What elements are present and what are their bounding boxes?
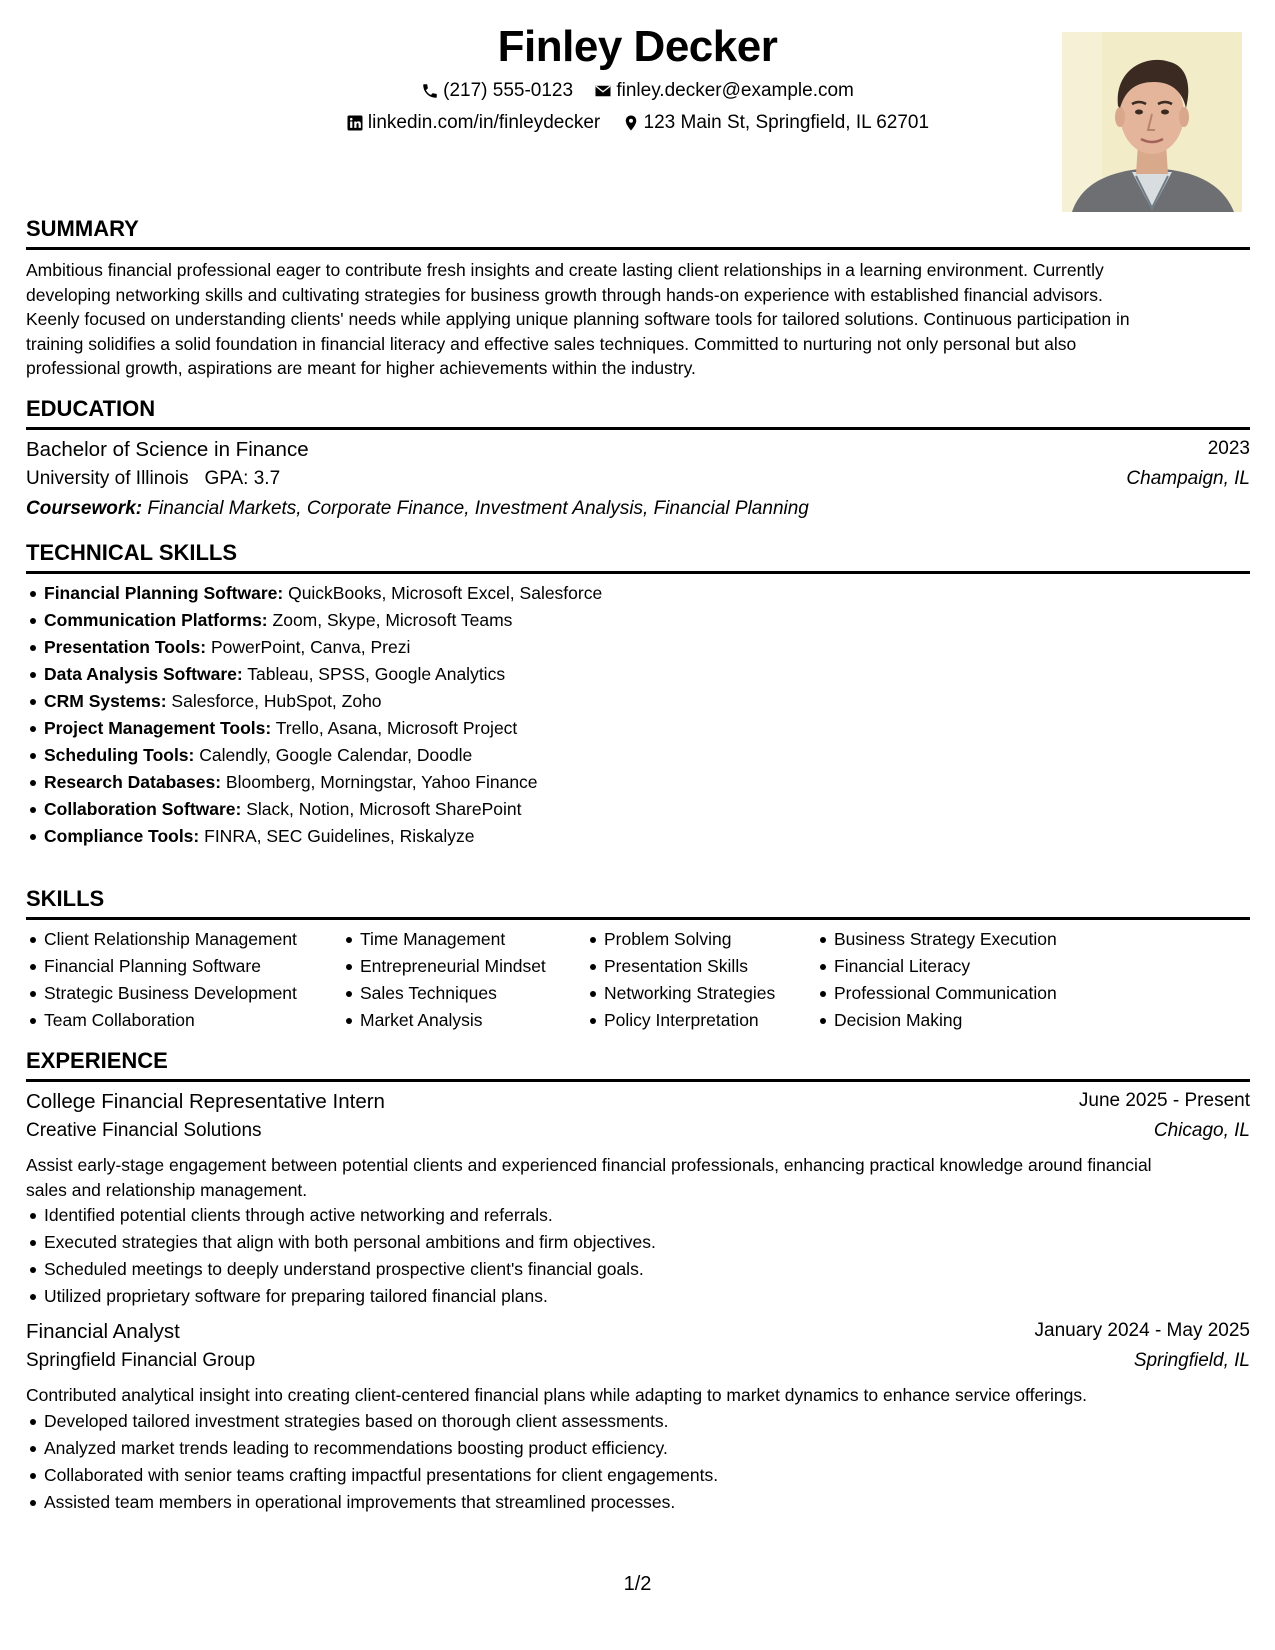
job-summary [26, 1153, 1250, 1202]
summary-line: Keenly focused on understanding clients' needs while applying unique planning software tools for tailored solutions. Continuous participation in [26, 309, 1130, 329]
section-divider [26, 1079, 1250, 1082]
technical-skills-list [26, 580, 1250, 850]
coursework [26, 498, 809, 520]
job-role: Financial Analyst [26, 1320, 180, 1343]
list-item: Utilized proprietary software for preparing tailored financial plans. [26, 1283, 1250, 1310]
list-item: Scheduling Tools: Calendly, Google Calendar, Doodle [26, 742, 1250, 769]
list-item: Decision Making [816, 1007, 1057, 1034]
list-item: Time Management [342, 926, 546, 953]
list-item: Strategic Business Development [26, 980, 297, 1007]
gpa: GPA: 3.7 [204, 468, 281, 489]
experience-section [26, 1048, 1250, 1516]
list-item: Collaborated with senior teams crafting impactful presentations for client engagements. [26, 1462, 1250, 1489]
list-item: Financial Planning Software: QuickBooks, Microsoft Excel, Salesforce [26, 580, 1250, 607]
skills-column-3 [586, 926, 775, 1034]
job-company: Creative Financial Solutions [26, 1120, 262, 1141]
phone-text: (217) 555-0123 [443, 80, 574, 101]
skills-grid [26, 926, 1250, 1036]
education-section [26, 396, 1250, 528]
section-divider [26, 427, 1250, 430]
list-item: Scheduled meetings to deeply understand prospective client's financial goals. [26, 1256, 1250, 1283]
skills-heading: SKILLS [26, 886, 105, 911]
education-row-1 [26, 438, 1250, 468]
job-company-row [26, 1350, 1250, 1380]
phone-icon [421, 82, 439, 100]
list-item: Data Analysis Software: Tableau, SPSS, Google Analytics [26, 661, 1250, 688]
job-company: Springfield Financial Group [26, 1350, 256, 1371]
phone-contact [421, 80, 573, 102]
map-pin-icon [622, 114, 640, 132]
list-item: Networking Strategies [586, 980, 775, 1007]
address-text: 123 Main St, Springfield, IL 62701 [643, 112, 930, 133]
list-item: Project Management Tools: Trello, Asana, Microsoft Project [26, 715, 1250, 742]
list-item: Market Analysis [342, 1007, 546, 1034]
list-item: Team Collaboration [26, 1007, 297, 1034]
section-divider [26, 917, 1250, 920]
job-location: Chicago, IL [1153, 1120, 1250, 1141]
linkedin-icon [346, 114, 364, 132]
summary-line: developing networking skills and cultivating strategies for business growth through hands-on experience with established financial advisors. [26, 284, 1103, 305]
job-company-row [26, 1120, 1250, 1150]
section-divider [26, 247, 1250, 250]
profile-photo [1062, 32, 1242, 212]
job-bullets [26, 1408, 1250, 1516]
skills-column-1 [26, 926, 297, 1034]
list-item: Compliance Tools: FINRA, SEC Guidelines, Riskalyze [26, 823, 1250, 850]
email-contact[interactable] [594, 80, 854, 102]
list-item: Business Strategy Execution [816, 926, 1057, 953]
degree-title: Bachelor of Science in Finance [26, 438, 309, 461]
job-title-row [26, 1320, 1250, 1350]
list-item: Analyzed market trends leading to recommendations boosting product efficiency. [26, 1435, 1250, 1462]
candidate-name: Finley Decker [497, 22, 778, 71]
job-dates: June 2025 - Present [1078, 1090, 1250, 1111]
list-item: Collaboration Software: Slack, Notion, Microsoft SharePoint [26, 796, 1250, 823]
job-summary-line: sales and relationship management. [26, 1179, 308, 1200]
job-dates: January 2024 - May 2025 [1034, 1320, 1250, 1341]
school-name: University of Illinois [26, 468, 189, 489]
list-item: Policy Interpretation [586, 1007, 775, 1034]
envelope-icon [594, 82, 612, 100]
list-item: Research Databases: Bloomberg, Morningstar, Yahoo Finance [26, 769, 1250, 796]
job-summary-line: Contributed analytical insight into creating client-centered financial plans while adapting to market dynamics to enhance service offerings. [26, 1385, 1087, 1405]
list-item: Problem Solving [586, 926, 775, 953]
coursework-label: Coursework: [26, 498, 143, 519]
job-summary [26, 1383, 1250, 1408]
list-item: Sales Techniques [342, 980, 546, 1007]
technical-skills-heading: TECHNICAL SKILLS [26, 540, 238, 565]
page-number: 1/2 [623, 1573, 652, 1595]
school-info [26, 468, 280, 490]
summary-line: Ambitious financial professional eager to contribute fresh insights and create lasting client relationships in a learning environment. Currently [26, 260, 1104, 280]
email-text[interactable]: finley.decker@example.com [616, 80, 854, 101]
graduation-year: 2023 [1207, 438, 1250, 459]
job-location: Springfield, IL [1133, 1350, 1250, 1371]
list-item: Developed tailored investment strategies based on thorough client assessments. [26, 1408, 1250, 1435]
list-item: Communication Platforms: Zoom, Skype, Microsoft Teams [26, 607, 1250, 634]
list-item: Financial Planning Software [26, 953, 297, 980]
job-bullets [26, 1202, 1250, 1310]
section-divider [26, 571, 1250, 574]
skills-column-4 [816, 926, 1057, 1034]
school-location: Champaign, IL [1126, 468, 1250, 489]
education-row-2 [26, 468, 1250, 498]
list-item: Presentation Tools: PowerPoint, Canva, Prezi [26, 634, 1250, 661]
coursework-row [26, 498, 1250, 528]
education-heading: EDUCATION [26, 396, 156, 421]
linkedin-contact[interactable] [346, 112, 600, 134]
coursework-list: Financial Markets, Corporate Finance, Investment Analysis, Financial Planning [147, 498, 809, 519]
summary-text [26, 258, 1250, 381]
job-entry [26, 1090, 1250, 1310]
list-item: Entrepreneurial Mindset [342, 953, 546, 980]
summary-line: training solidifies a solid foundation in financial literacy and effective sales techniques. Committed to nurturing not only personal but also [26, 333, 1077, 354]
job-summary-line: Assist early-stage engagement between potential clients and experienced financial professionals, enhancing practical knowledge around financial [26, 1155, 1152, 1175]
summary-section [26, 216, 1250, 381]
list-item: Assisted team members in operational improvements that streamlined processes. [26, 1489, 1250, 1516]
linkedin-text[interactable]: linkedin.com/in/finleydecker [367, 112, 601, 133]
summary-heading: SUMMARY [26, 216, 139, 241]
list-item: Financial Literacy [816, 953, 1057, 980]
list-item: Professional Communication [816, 980, 1057, 1007]
address-contact [622, 112, 930, 134]
list-item: Client Relationship Management [26, 926, 297, 953]
list-item: Executed strategies that align with both personal ambitions and firm objectives. [26, 1229, 1250, 1256]
job-role: College Financial Representative Intern [26, 1090, 385, 1113]
job-title-row [26, 1090, 1250, 1120]
summary-line: professional growth, aspirations are meant for higher achievements within the industry. [26, 358, 696, 378]
list-item: Presentation Skills [586, 953, 775, 980]
list-item: Identified potential clients through active networking and referrals. [26, 1202, 1250, 1229]
experience-heading: EXPERIENCE [26, 1048, 168, 1073]
skills-column-2 [342, 926, 546, 1034]
technical-skills-section [26, 540, 1250, 850]
job-entry [26, 1320, 1250, 1516]
skills-section [26, 886, 1250, 1036]
portrait-illustration [1062, 32, 1242, 212]
list-item: CRM Systems: Salesforce, HubSpot, Zoho [26, 688, 1250, 715]
